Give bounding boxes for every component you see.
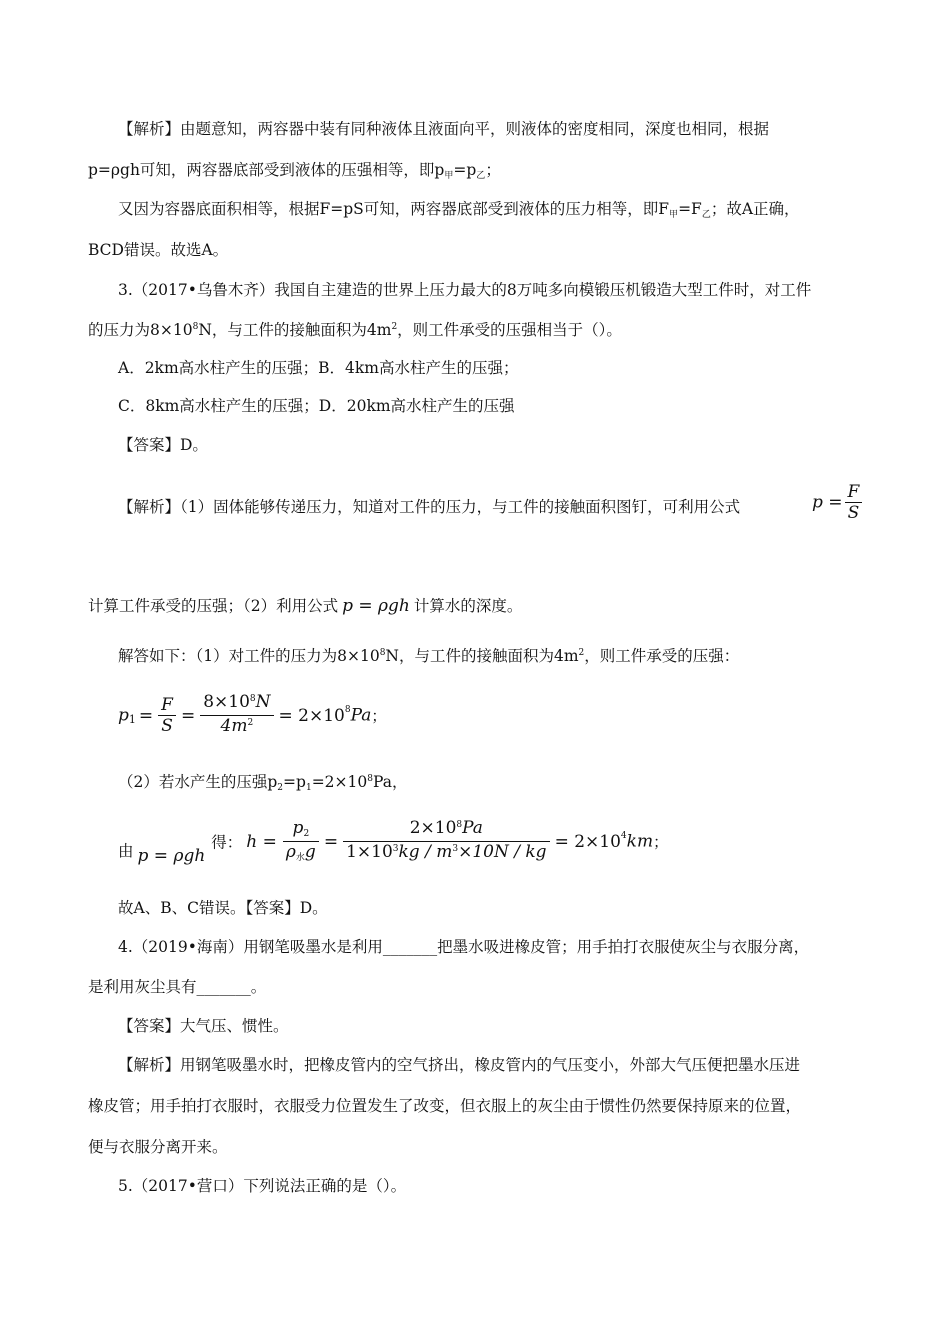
text: 的压力为8×10: [88, 321, 193, 339]
formula-p-rho-g-h: p = ρgh: [342, 596, 410, 616]
text: ，则工件承受的压强相当于（）。: [397, 321, 622, 339]
equals: =: [138, 705, 154, 726]
question-3-analysis-line-2: [88, 596, 522, 616]
superscript: 3: [392, 844, 399, 854]
text: ；故A正确，: [710, 200, 800, 218]
symbol: p: [118, 705, 129, 726]
superscript: 2: [247, 718, 254, 728]
superscript: 2: [391, 322, 398, 332]
text: =F: [678, 200, 702, 218]
subscript: 乙: [701, 210, 711, 220]
symbol: h =: [246, 831, 277, 852]
question-4-analysis-line-1: 【解析】用钢笔吸墨水时，把橡皮管内的空气挤出，橡皮管内的气压变小，外部大气压便把墨水压进: [118, 1056, 801, 1074]
superscript: 8: [192, 322, 199, 332]
question-4-answer: 【答案】大气压、惯性。: [118, 1017, 289, 1035]
text: 又因为容器底面积相等，根据F=pS可知，两容器底部受到液体的压力相等，即F: [118, 200, 670, 218]
analysis-line-2: [88, 160, 501, 183]
analysis-line-1: 【解析】由题意知，两容器中装有同种液体且液面向平，则液体的密度相同，深度也相同，根据: [118, 120, 770, 138]
denominator: S: [161, 716, 173, 736]
fraction-values: [343, 818, 550, 865]
superscript: 2: [578, 648, 585, 658]
text: 8×10: [203, 692, 250, 712]
equals: =: [323, 831, 339, 852]
solution-line-1: [118, 646, 739, 669]
subscript: 甲: [444, 171, 454, 181]
unit: Pa: [350, 705, 372, 726]
solution-line-2: [118, 772, 407, 795]
subscript: 乙: [476, 171, 486, 181]
denominator: S: [847, 503, 860, 523]
text: （2）若水产生的压强p: [118, 773, 278, 791]
formula-p-f-over-s: [812, 482, 864, 523]
subscript: 1: [305, 783, 312, 793]
result: = 2×10: [554, 831, 621, 852]
text: 由: [118, 841, 134, 860]
text: =p: [453, 161, 477, 179]
punctuation: ；: [653, 833, 669, 851]
unit: N: [255, 692, 271, 712]
superscript: 4: [620, 830, 627, 841]
equation-2: [118, 818, 668, 865]
equals: =: [180, 705, 196, 726]
formula-p-rho-g-h: p = ρgh: [137, 845, 206, 866]
analysis2-line-2: BCD错误。故选A。: [88, 241, 229, 259]
question-4-line-1: 4.（2019•海南）用钢笔吸墨水是利用_______把墨水吸进橡皮管；用手拍打衣服使灰尘与衣服分离，: [118, 938, 810, 956]
equation-1: [118, 692, 386, 739]
text: =p: [283, 773, 306, 791]
question-3-line-2: [88, 320, 622, 343]
question-3-options-cd: C．8km高水柱产生的压强；D．20km高水柱产生的压强: [118, 397, 515, 415]
question-3-line-1: 3.（2017•乌鲁木齐）我国自主建造的世界上压力最大的8万吨多向模锻压机锻造大型工件时，对工件: [118, 281, 812, 299]
question-3-analysis-line-1: 【解析】（1）固体能够传递压力，知道对工件的压力，与工件的接触面积图钉，可利用公式: [118, 498, 741, 516]
symbol: g: [304, 842, 316, 862]
subscript: 2: [277, 783, 284, 793]
text: 2×10: [409, 818, 457, 838]
text: ，则工件承受的压强：: [584, 647, 740, 665]
superscript: 8: [249, 694, 256, 704]
fraction-values: [200, 692, 273, 739]
question-4-line-2: 是利用灰尘具有_______。: [88, 978, 267, 996]
unit: Pa: [462, 818, 483, 838]
question-4-analysis-line-2: 橡皮管；用手拍打衣服时，衣服受力位置发生了改变，但衣服上的灰尘由于惯性仍然要保持原来的位置，: [88, 1097, 802, 1115]
fraction-p2-rho-g: [283, 818, 319, 865]
subscript: 甲: [669, 210, 679, 220]
numerator: F: [158, 695, 176, 716]
superscript: 3: [452, 844, 459, 854]
unit: ×10N / kg: [458, 842, 547, 862]
subscript: 1: [128, 713, 136, 726]
subscript: 2: [303, 829, 310, 839]
analysis2-line-1: [118, 199, 800, 222]
text: 计算工件承受的压强；（2）利用公式: [88, 597, 339, 615]
superscript: 8: [367, 774, 373, 784]
question-5-line-1: 5.（2017•营口）下列说法正确的是（）。: [118, 1177, 407, 1195]
text: Pa，: [372, 773, 408, 791]
text: p=ρgh可知，两容器底部受到液体的压强相等，即p: [88, 161, 445, 179]
question-3-conclusion: 故A、B、C错误。【答案】D。: [118, 899, 328, 917]
question-4-analysis-line-3: 便与衣服分离开来。: [88, 1138, 228, 1156]
text: 得：: [211, 833, 243, 852]
text: 1×10: [346, 842, 393, 862]
symbol: ρ: [285, 842, 296, 862]
text: N，与工件的接触面积为4m: [198, 321, 392, 339]
superscript: 8: [344, 704, 351, 715]
text: 解答如下：（1）对工件的压力为8×10: [118, 647, 380, 665]
fraction-f-s: [158, 695, 176, 736]
question-3-options-ab: A．2km高水柱产生的压强；B．4km高水柱产生的压强；: [118, 359, 519, 377]
text: 计算水的深度。: [413, 597, 523, 615]
numerator: F: [845, 482, 863, 503]
formula-text: p =: [812, 492, 843, 513]
text: N，与工件的接触面积为4m: [385, 647, 579, 665]
unit: km: [626, 831, 654, 852]
text: =2×10: [311, 773, 368, 791]
result: = 2×10: [278, 705, 345, 726]
question-3-answer: 【答案】D。: [118, 436, 208, 454]
symbol: p: [292, 818, 304, 838]
superscript: 8: [379, 648, 386, 658]
unit: kg / m: [398, 842, 453, 862]
subscript: 水: [295, 853, 305, 863]
text: 4m: [220, 716, 248, 736]
text: ；: [485, 161, 501, 179]
punctuation: ；: [371, 707, 387, 725]
superscript: 8: [456, 820, 463, 830]
fraction: [845, 482, 863, 523]
